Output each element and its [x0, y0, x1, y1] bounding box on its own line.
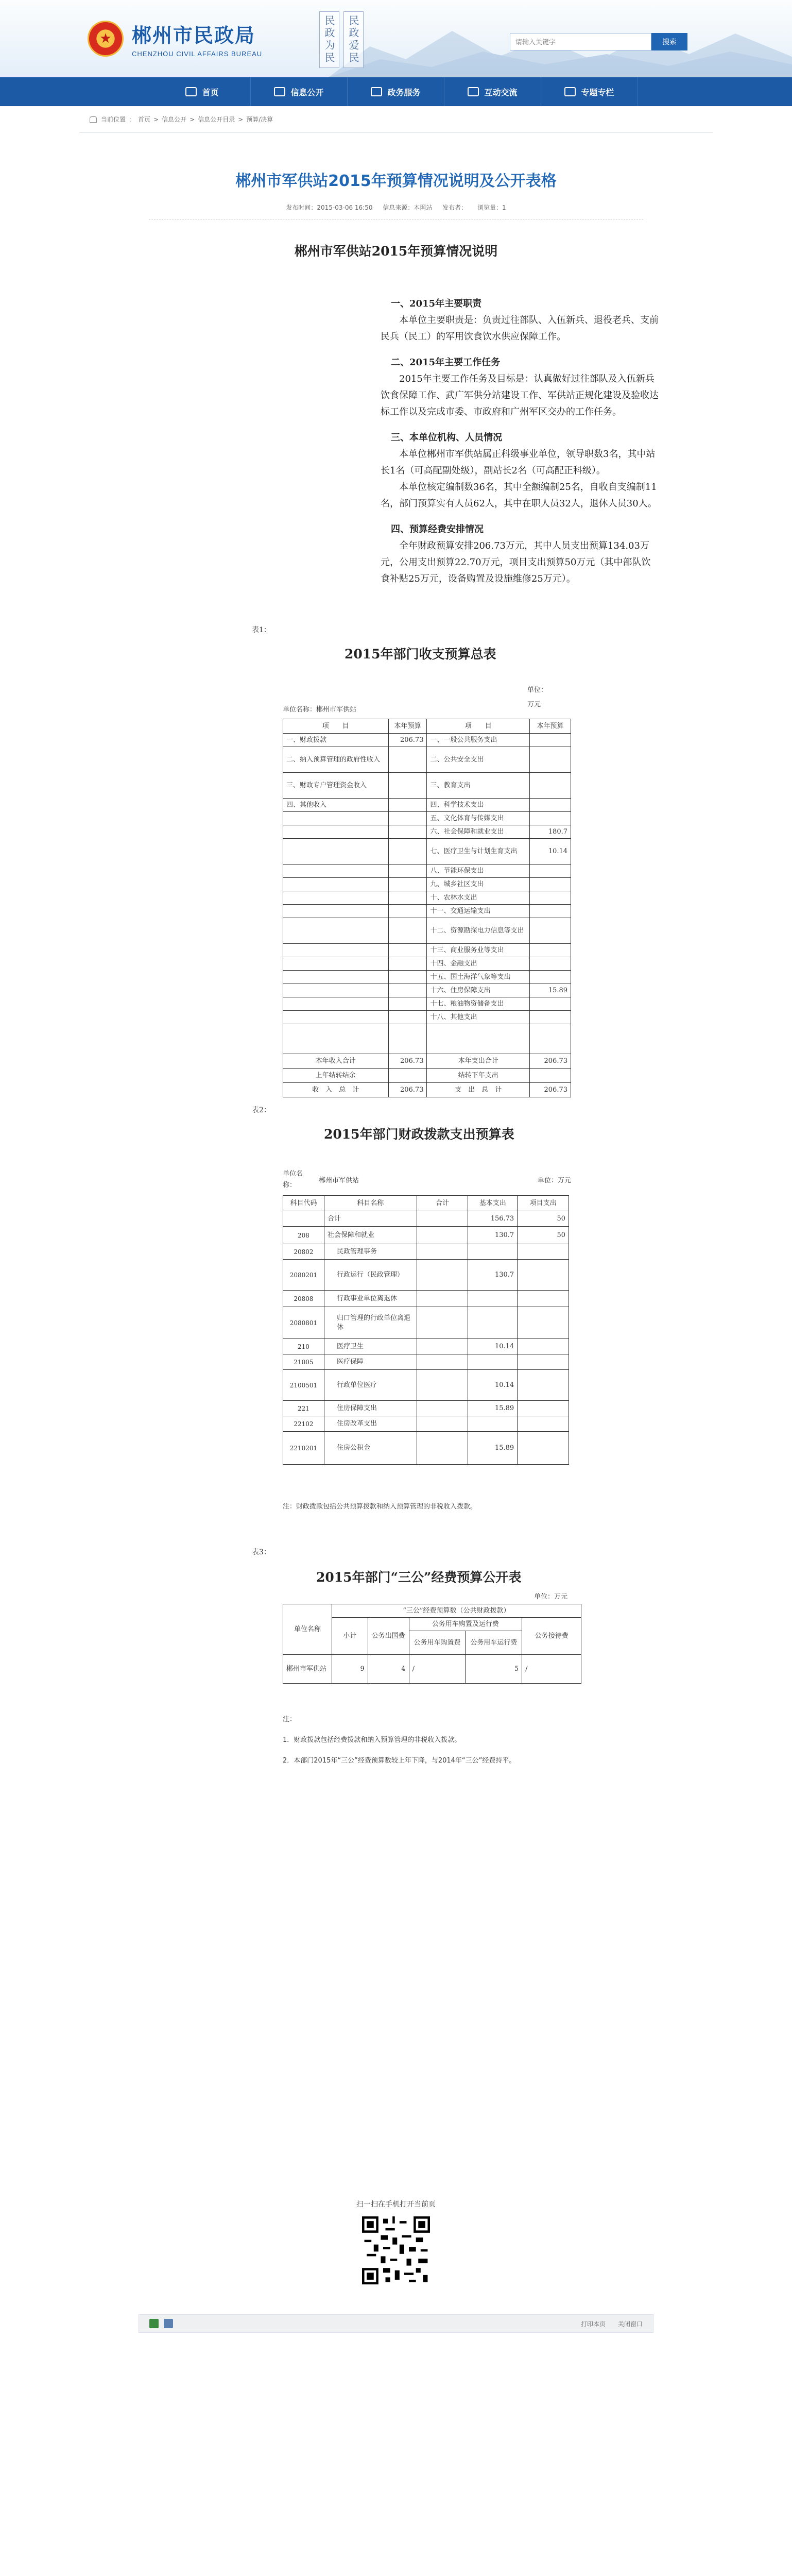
- table-cell: [530, 773, 571, 799]
- table-cell: [417, 1370, 468, 1401]
- table-row: [283, 839, 571, 865]
- table-cell: [417, 1401, 468, 1416]
- header-unit: 单位名称: [283, 1604, 332, 1655]
- table-cell: [530, 799, 571, 812]
- table-cell: [417, 1432, 468, 1465]
- breadcrumb-link[interactable]: 信息公开: [162, 116, 187, 123]
- fiscal-expenditure-table: [283, 1195, 569, 1465]
- table-cell: [417, 1244, 468, 1260]
- table-cell: 医疗保障: [324, 1354, 417, 1370]
- table-cell: [427, 1024, 530, 1054]
- header-abroad: 公务出国费: [368, 1618, 409, 1655]
- slogan-line: 民政爱民: [343, 11, 364, 68]
- table-row: [283, 878, 571, 891]
- table-cell: [417, 1211, 468, 1227]
- table-cell: [530, 905, 571, 918]
- header-total: 小计: [332, 1618, 368, 1655]
- table-cell: [388, 957, 427, 971]
- table-cell: 208: [283, 1227, 324, 1244]
- table-cell: 行政单位医疗: [324, 1370, 417, 1401]
- table-cell: 住房改革支出: [324, 1416, 417, 1432]
- table-cell: 130.7: [468, 1260, 518, 1291]
- table-cell: 10.14: [468, 1339, 518, 1354]
- search-button[interactable]: 搜索: [651, 33, 687, 50]
- paragraph: 本单位核定编制数36名，其中全额编制25名，自收自支编制11名，部门预算实有人员62人，其中在职人员32人，退休人员30人。: [381, 482, 657, 509]
- section-heading: 四、预算经费安排情况: [391, 524, 484, 535]
- site-header: [0, 0, 792, 77]
- table-cell: [283, 984, 389, 997]
- table-cell: 20802: [283, 1244, 324, 1260]
- table1-unit-name: 单位名称：郴州市军供站: [283, 706, 357, 714]
- table-cell: [518, 1354, 569, 1370]
- nav-home[interactable]: 首页: [154, 77, 251, 106]
- article-toolbar: [139, 2314, 653, 2333]
- table-row: [283, 812, 571, 825]
- table-cell: 20808: [283, 1291, 324, 1307]
- table-cell: 八、节能环保支出: [427, 865, 530, 878]
- table-header-cell: 科目名称: [324, 1196, 417, 1211]
- table-cell: [283, 1024, 389, 1054]
- search-box: [510, 33, 687, 50]
- table-total-row: [283, 1054, 571, 1069]
- view-count: 浏览量：1: [477, 204, 506, 211]
- document-icon: [274, 87, 285, 96]
- table-cell: [283, 1011, 389, 1024]
- table-cell: 一、一般公共服务支出: [427, 734, 530, 747]
- table-row: [283, 734, 571, 747]
- table-cell: [530, 812, 571, 825]
- table-cell: [417, 1291, 468, 1307]
- table-cell: [417, 1227, 468, 1244]
- header-car-group: 公务用车购置及运行费: [409, 1618, 522, 1631]
- main-nav: [0, 77, 792, 106]
- table-cell: 2080201: [283, 1260, 324, 1291]
- table-cell: [283, 1211, 324, 1227]
- table-row: [283, 773, 571, 799]
- paragraph: 2015年主要工作任务及目标是：认真做好过往部队及入伍新兵饮食保障工作、武广军供分站建设工作、军供站正规化建设及验收达标工作以及完成市委、市政府和广州军区交办的工作任务。: [381, 374, 659, 417]
- table-cell: 收 入 总 计: [283, 1083, 389, 1097]
- table-cell: 合计: [324, 1211, 417, 1227]
- table3-title: 2015年部门“三公”经费预算公开表: [316, 1570, 522, 1585]
- table-cell: [388, 905, 427, 918]
- table1-title: 2015年部门收支预算总表: [345, 647, 496, 662]
- table-header-cell: 本年预算: [388, 719, 427, 734]
- table-cell: [388, 944, 427, 957]
- service-icon: [371, 87, 382, 96]
- three-public-table: [283, 1604, 581, 1684]
- table-cell: [283, 918, 389, 944]
- table-cell: [283, 971, 389, 984]
- table-cell: [283, 891, 389, 905]
- table2-note: 注：财政拨款包括公共预算拨款和纳入预算管理的非税收入拨款。: [283, 1503, 477, 1511]
- table-cell: [518, 1260, 569, 1291]
- table-cell: [518, 1401, 569, 1416]
- table-cell: 本年支出合计: [427, 1054, 530, 1069]
- table-row: [283, 1370, 569, 1401]
- table-cell: [388, 825, 427, 839]
- header-reception: 公务接待费: [522, 1618, 581, 1655]
- table-cell: [283, 825, 389, 839]
- table-cell: 21005: [283, 1354, 324, 1370]
- table-cell: [518, 1416, 569, 1432]
- slogan-line: 民政为民: [319, 11, 339, 68]
- weibo-share-icon[interactable]: [164, 2319, 173, 2328]
- table-cell: [283, 865, 389, 878]
- table-cell: [417, 1416, 468, 1432]
- table-row: [283, 1227, 569, 1244]
- qr-code-icon: [360, 2214, 432, 2286]
- table-cell: 结转下年支出: [427, 1069, 530, 1083]
- table-cell: 一、财政拨款: [283, 734, 389, 747]
- table-cell: 五、文化体育与传媒支出: [427, 812, 530, 825]
- table-header-cell: 本年预算: [530, 719, 571, 734]
- table-header-cell: 基本支出: [468, 1196, 518, 1211]
- table-cell: [283, 957, 389, 971]
- breadcrumb-link[interactable]: 首页: [138, 116, 151, 123]
- table-cell: [530, 891, 571, 905]
- search-input[interactable]: [510, 33, 651, 50]
- table-row: [283, 747, 571, 773]
- table-cell: 221: [283, 1401, 324, 1416]
- table-row: [283, 1416, 569, 1432]
- paragraph: 本单位主要职责是：负责过往部队、入伍新兵、退役老兵、支前民兵（民工）的军用饮食饮水供应保障工作。: [381, 315, 659, 342]
- article-title: 郴州市军供站2015年预算情况说明及公开表格: [235, 172, 557, 190]
- section-heading: 一、2015年主要职责: [391, 298, 482, 309]
- header-car-run: 公务用车运行费: [466, 1631, 522, 1655]
- table-cell: 归口管理的行政单位离退休: [324, 1307, 417, 1339]
- table-row: [283, 1011, 571, 1024]
- table-cell: [388, 878, 427, 891]
- header-slogan: [319, 11, 453, 68]
- paragraph: 本单位郴州市军供站属正科级事业单位，领导职数3名，其中站长1名（可高配副处级），副站长2名（可高配正科级）。: [381, 449, 656, 476]
- table-cell: 九、城乡社区支出: [427, 878, 530, 891]
- table-row: [283, 1354, 569, 1370]
- table-cell: 三、财政专户管理资金收入: [283, 773, 389, 799]
- table-cell: 三、教育支出: [427, 773, 530, 799]
- table-cell: 10.14: [468, 1370, 518, 1401]
- table-header-cell: 科目代码: [283, 1196, 324, 1211]
- table-cell: [518, 1244, 569, 1260]
- table-cell: 206.73: [388, 1054, 427, 1069]
- table-cell: 十一、交通运输支出: [427, 905, 530, 918]
- table2-unit-row: [283, 1168, 571, 1191]
- section-heading: 二、2015年主要工作任务: [391, 357, 501, 368]
- table-cell: 住房保障支出: [324, 1401, 417, 1416]
- table-row: [283, 865, 571, 878]
- table-cell: [468, 1354, 518, 1370]
- table-cell: 206.73: [388, 1083, 427, 1097]
- print-button[interactable]: 打印本页: [580, 2320, 606, 2328]
- table-cell: 10.14: [530, 839, 571, 865]
- table-cell: [417, 1354, 468, 1370]
- chat-icon: [468, 87, 479, 96]
- table-header-cell: 项目支出: [518, 1196, 569, 1211]
- table-row: [283, 1432, 569, 1465]
- table-cell: [388, 812, 427, 825]
- table-cell: [518, 1370, 569, 1401]
- table-cell: [283, 812, 389, 825]
- site-name: 郴州市民政局: [132, 24, 256, 47]
- table-cell: 二、纳入预算管理的政府性收入: [283, 747, 389, 773]
- table-cell: [530, 1024, 571, 1054]
- table-cell: 四、其他收入: [283, 799, 389, 812]
- table-cell: 130.7: [468, 1227, 518, 1244]
- header-top: “三公”经费预算数（公共财政拨款）: [332, 1604, 581, 1618]
- table-cell: [530, 957, 571, 971]
- table2-label: 表2：: [252, 1106, 271, 1114]
- table2-unit-name: 郴州市军供站: [319, 1177, 359, 1184]
- table2-unit: 单位：万元: [537, 1177, 571, 1184]
- table-cell: [468, 1291, 518, 1307]
- breadcrumb-link[interactable]: 信息公开目录: [198, 116, 235, 123]
- table-cell: [388, 865, 427, 878]
- table-cell: 50: [518, 1211, 569, 1227]
- table-cell: 十八、其他支出: [427, 1011, 530, 1024]
- table-cell: [388, 773, 427, 799]
- table-cell: [417, 1307, 468, 1339]
- table-cell: [518, 1291, 569, 1307]
- table-row: [283, 1339, 569, 1354]
- table-cell: [283, 839, 389, 865]
- table-cell: [468, 1307, 518, 1339]
- breadcrumb-link[interactable]: 预算/决算: [246, 116, 273, 123]
- table-header-cell: 项 目: [427, 719, 530, 734]
- table3-label: 表3：: [252, 1548, 271, 1556]
- paragraph: 全年财政预算安排206.73万元，其中人员支出预算134.03万元，公用支出预算22.70万元，项目支出预算50万元（其中部队饮食补贴25万元，设备购置及设施维修25万元）。: [381, 540, 651, 584]
- table-cell: 2210201: [283, 1432, 324, 1465]
- table-row: [283, 944, 571, 957]
- table-total-row: [283, 1083, 571, 1097]
- table-cell: [468, 1416, 518, 1432]
- table-cell: [283, 997, 389, 1011]
- table1-label: 表1：: [252, 626, 271, 634]
- table-cell: 22102: [283, 1416, 324, 1432]
- table-cell: [518, 1307, 569, 1339]
- table-cell: [283, 905, 389, 918]
- table-cell: [518, 1339, 569, 1354]
- table-row: 郴州市军供站 9 4 / 5 /: [283, 1655, 581, 1684]
- nav-info-public[interactable]: 信息公开: [251, 77, 348, 106]
- table-cell: 六、社会保障和就业支出: [427, 825, 530, 839]
- table-cell: [388, 839, 427, 865]
- table-cell: [388, 747, 427, 773]
- table-cell: 十七、粮油物资储备支出: [427, 997, 530, 1011]
- table-cell: [388, 1011, 427, 1024]
- home-icon: [90, 116, 97, 123]
- table-cell: [518, 1432, 569, 1465]
- table-cell: [530, 747, 571, 773]
- table-cell: 十、农林水支出: [427, 891, 530, 905]
- table-cell: [417, 1260, 468, 1291]
- table-cell: [468, 1244, 518, 1260]
- table-cell: 医疗卫生: [324, 1339, 417, 1354]
- table-header-cell: 合计: [417, 1196, 468, 1211]
- table-row: [283, 1244, 569, 1260]
- table-cell: 156.73: [468, 1211, 518, 1227]
- table-total-row: [283, 1069, 571, 1083]
- table-row: [283, 971, 571, 984]
- table-cell: [530, 734, 571, 747]
- table-row: [283, 799, 571, 812]
- publish-date: 发布时间：2015-03-06 16:50: [286, 204, 373, 211]
- table-row: [283, 997, 571, 1011]
- table-cell: 支 出 总 计: [427, 1083, 530, 1097]
- table-cell: [417, 1339, 468, 1354]
- table-cell: [530, 878, 571, 891]
- table-cell: 二、公共安全支出: [427, 747, 530, 773]
- table-cell: 15.89: [468, 1432, 518, 1465]
- table-header-cell: 项 目: [283, 719, 389, 734]
- table-cell: 四、科学技术支出: [427, 799, 530, 812]
- table-cell: 十三、商业服务业等支出: [427, 944, 530, 957]
- table-cell: [388, 971, 427, 984]
- table-cell: 社会保障和就业: [324, 1227, 417, 1244]
- table-cell: 住房公积金: [324, 1432, 417, 1465]
- table-row: [283, 1260, 569, 1291]
- close-window-button[interactable]: 关闭窗口: [617, 2320, 643, 2328]
- table-cell: [530, 865, 571, 878]
- table-row: [283, 825, 571, 839]
- table-cell: [530, 997, 571, 1011]
- article-meta: [149, 203, 643, 219]
- table-row: [283, 1291, 569, 1307]
- article-author: 发布者：: [442, 204, 468, 211]
- table-cell: [530, 1011, 571, 1024]
- table-cell: 206.73: [530, 1054, 571, 1069]
- table-cell: [530, 1069, 571, 1083]
- site-logo[interactable]: [88, 20, 262, 58]
- table-cell: [530, 971, 571, 984]
- budget-summary-table: [283, 719, 571, 1097]
- table1-unit: 单位：万元: [527, 686, 548, 708]
- table-cell: 民政管理事务: [324, 1244, 417, 1260]
- breadcrumb: 当前位置 ： 首页 > 信息公开 > 信息公开目录 > 预算/决算: [79, 106, 713, 133]
- table-cell: 本年收入合计: [283, 1054, 389, 1069]
- table-cell: 2100501: [283, 1370, 324, 1401]
- table-cell: 七、医疗卫生与计划生育支出: [427, 839, 530, 865]
- qr-section: [79, 2199, 713, 2289]
- table3-unit: 单位：万元: [534, 1593, 568, 1601]
- table-row: [283, 984, 571, 997]
- nav-services[interactable]: 政务服务: [348, 77, 444, 106]
- table-cell: [388, 1069, 427, 1083]
- table-row: [283, 1307, 569, 1339]
- emblem-icon: ★: [88, 21, 124, 57]
- header-car-buy: 公务用车购置费: [409, 1631, 466, 1655]
- table-row: [283, 918, 571, 944]
- section-heading: 三、本单位机构、人员情况: [391, 432, 502, 443]
- table-cell: 十四、金融支出: [427, 957, 530, 971]
- nav-interaction[interactable]: 互动交流: [444, 77, 541, 106]
- table2-title: 2015年部门财政拨款支出预算表: [324, 1127, 514, 1142]
- table-cell: [530, 918, 571, 944]
- table2-unit-name-label: 单位名称：: [283, 1170, 303, 1189]
- table-cell: 206.73: [530, 1083, 571, 1097]
- table-row: [283, 905, 571, 918]
- table-cell: 15.89: [468, 1401, 518, 1416]
- table-cell: 十二、资源勘探电力信息等支出: [427, 918, 530, 944]
- table-cell: 210: [283, 1339, 324, 1354]
- table-row: [283, 957, 571, 971]
- article-source: 信息来源：本网站: [383, 204, 433, 211]
- qr-label: 扫一扫在手机打开当前页: [356, 2200, 436, 2209]
- table-cell: 十六、住房保障支出: [427, 984, 530, 997]
- table-row: [283, 1211, 569, 1227]
- nav-special[interactable]: 专题专栏: [541, 77, 638, 106]
- topic-icon: [564, 87, 576, 96]
- table-cell: [388, 918, 427, 944]
- table-cell: [388, 984, 427, 997]
- table-cell: [388, 997, 427, 1011]
- wechat-share-icon[interactable]: [149, 2319, 159, 2328]
- site-name-en: CHENZHOU CIVIL AFFAIRS BUREAU: [132, 50, 263, 58]
- article: [79, 133, 713, 2333]
- table-cell: 15.89: [530, 984, 571, 997]
- doc-heading: 郴州市军供站2015年预算情况说明: [294, 244, 498, 259]
- table-cell: 行政运行（民政管理）: [324, 1260, 417, 1291]
- table-cell: [388, 799, 427, 812]
- table-row: [283, 1401, 569, 1416]
- table-cell: 十五、国土海洋气象等支出: [427, 971, 530, 984]
- table-cell: [530, 944, 571, 957]
- table3-notes: 注： 1．财政拨款包括经费拨款和纳入预算管理的非税收入拨款。 2．本部门2015年“三公”经费预算数较上年下降，与2014年“三公”经费持平。: [283, 1716, 516, 1765]
- table-cell: [283, 944, 389, 957]
- table-cell: 上年结转结余: [283, 1069, 389, 1083]
- table-row: [283, 891, 571, 905]
- table-cell: [388, 1024, 427, 1054]
- home-icon: [185, 87, 197, 96]
- table-cell: 180.7: [530, 825, 571, 839]
- table-cell: 2080801: [283, 1307, 324, 1339]
- table-row: [283, 1024, 571, 1054]
- doc-body: [381, 296, 659, 587]
- table-cell: [283, 878, 389, 891]
- table-cell: 206.73: [388, 734, 427, 747]
- table-cell: 50: [518, 1227, 569, 1244]
- table-cell: 行政事业单位离退休: [324, 1291, 417, 1307]
- table-cell: [388, 891, 427, 905]
